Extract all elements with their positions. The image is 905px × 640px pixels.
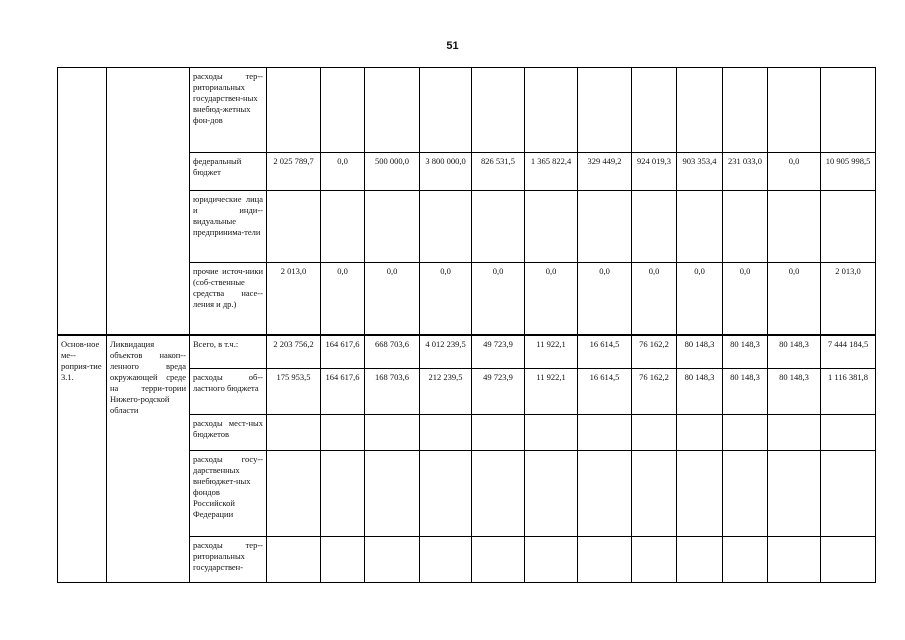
value-cell: 0,0 [768,263,821,335]
value-cell [677,191,723,263]
page-number: 51 [446,40,459,52]
value-cell: 11 922,1 [525,369,578,415]
value-cell: 76 162,2 [632,335,677,369]
funding-source-label: расходы тер-риториальных государствен- [190,537,267,583]
table-row [58,68,876,153]
funding-source-label: юридические лица и инди-видуальные предпринима-тели [190,191,267,263]
value-cell [420,451,472,537]
value-cell [365,451,420,537]
funding-source-label: федеральный бюджет [190,153,267,191]
value-cell [821,537,876,583]
value-cell [267,191,321,263]
value-cell: 0,0 [768,153,821,191]
value-cell [365,68,420,153]
value-cell [472,68,525,153]
value-cell [768,415,821,451]
value-cell [525,451,578,537]
value-cell: 175 953,5 [267,369,321,415]
value-cell [321,537,365,583]
value-cell [768,537,821,583]
value-cell: 2 013,0 [821,263,876,335]
value-cell [821,191,876,263]
value-cell [632,68,677,153]
funding-source-label: прочие источ-ники (соб-ственные средства насе-ления и др.) [190,263,267,335]
value-cell [723,415,768,451]
value-cell: 80 148,3 [768,335,821,369]
value-cell: 212 239,5 [420,369,472,415]
value-cell [321,68,365,153]
activity-name: Ликвидация объектов накоп-ленного вреда окружающей среде на терри-тории Нижего-родской области [107,335,190,583]
value-cell [321,191,365,263]
value-cell: 0,0 [420,263,472,335]
value-cell [768,68,821,153]
value-cell: 80 148,3 [723,369,768,415]
value-cell [723,191,768,263]
value-cell [578,537,632,583]
value-cell [723,537,768,583]
value-cell: 1 116 381,8 [821,369,876,415]
value-cell: 7 444 184,5 [821,335,876,369]
value-cell [365,537,420,583]
value-cell [420,68,472,153]
value-cell: 0,0 [472,263,525,335]
value-cell: 0,0 [365,263,420,335]
value-cell [525,537,578,583]
value-cell [632,191,677,263]
value-cell [420,537,472,583]
value-cell: 924 019,3 [632,153,677,191]
value-cell [267,415,321,451]
value-cell: 2 203 756,2 [267,335,321,369]
value-cell [821,68,876,153]
value-cell [321,451,365,537]
value-cell: 4 012 239,5 [420,335,472,369]
value-cell [525,68,578,153]
value-cell: 2 013,0 [267,263,321,335]
value-cell: 500 000,0 [365,153,420,191]
value-cell: 16 614,5 [578,335,632,369]
value-cell [677,68,723,153]
funding-source-label: Всего, в т.ч.: [190,335,267,369]
empty-cell [107,68,190,335]
value-cell: 0,0 [677,263,723,335]
value-cell: 16 614,5 [578,369,632,415]
value-cell: 2 025 789,7 [267,153,321,191]
value-cell: 0,0 [723,263,768,335]
value-cell: 1 365 822,4 [525,153,578,191]
value-cell: 0,0 [578,263,632,335]
value-cell [723,451,768,537]
value-cell [472,415,525,451]
value-cell [632,451,677,537]
value-cell [632,415,677,451]
value-cell [578,451,632,537]
value-cell [365,191,420,263]
value-cell: 11 922,1 [525,335,578,369]
value-cell: 0,0 [321,263,365,335]
value-cell: 80 148,3 [768,369,821,415]
value-cell [677,537,723,583]
value-cell [472,451,525,537]
value-cell [821,415,876,451]
value-cell: 164 617,6 [321,369,365,415]
value-cell: 329 449,2 [578,153,632,191]
value-cell [365,415,420,451]
value-cell [821,451,876,537]
value-cell [768,451,821,537]
value-cell [472,191,525,263]
value-cell [267,68,321,153]
value-cell: 0,0 [525,263,578,335]
value-cell [677,415,723,451]
value-cell [420,191,472,263]
value-cell: 49 723,9 [472,369,525,415]
value-cell [472,537,525,583]
value-cell [723,68,768,153]
value-cell [768,191,821,263]
funding-source-label: расходы госу-дарственных внебюджет-ных фондов Российской Федерации [190,451,267,537]
value-cell [578,68,632,153]
funding-source-label: расходы мест-ных бюджетов [190,415,267,451]
value-cell [420,415,472,451]
value-cell: 76 162,2 [632,369,677,415]
budget-table [57,67,876,583]
activity-number: Основ-ное ме-роприя-тие 3.1. [58,335,107,583]
value-cell [267,451,321,537]
value-cell: 80 148,3 [723,335,768,369]
value-cell: 49 723,9 [472,335,525,369]
value-cell: 3 800 000,0 [420,153,472,191]
table-row [58,335,876,369]
value-cell: 80 148,3 [677,335,723,369]
value-cell: 826 531,5 [472,153,525,191]
value-cell [525,415,578,451]
value-cell: 80 148,3 [677,369,723,415]
value-cell: 168 703,6 [365,369,420,415]
value-cell: 668 703,6 [365,335,420,369]
value-cell: 903 353,4 [677,153,723,191]
value-cell: 164 617,6 [321,335,365,369]
value-cell [578,415,632,451]
value-cell [578,191,632,263]
value-cell: 0,0 [321,153,365,191]
funding-source-label: расходы об-ластного бюджета [190,369,267,415]
funding-source-label: расходы тер-риториальных государствен-ных внебюд-жетных фон-дов [190,68,267,153]
value-cell: 0,0 [632,263,677,335]
value-cell [677,451,723,537]
value-cell [267,537,321,583]
value-cell [632,537,677,583]
value-cell: 231 033,0 [723,153,768,191]
value-cell [321,415,365,451]
value-cell: 10 905 998,5 [821,153,876,191]
empty-cell [58,68,107,335]
value-cell [525,191,578,263]
